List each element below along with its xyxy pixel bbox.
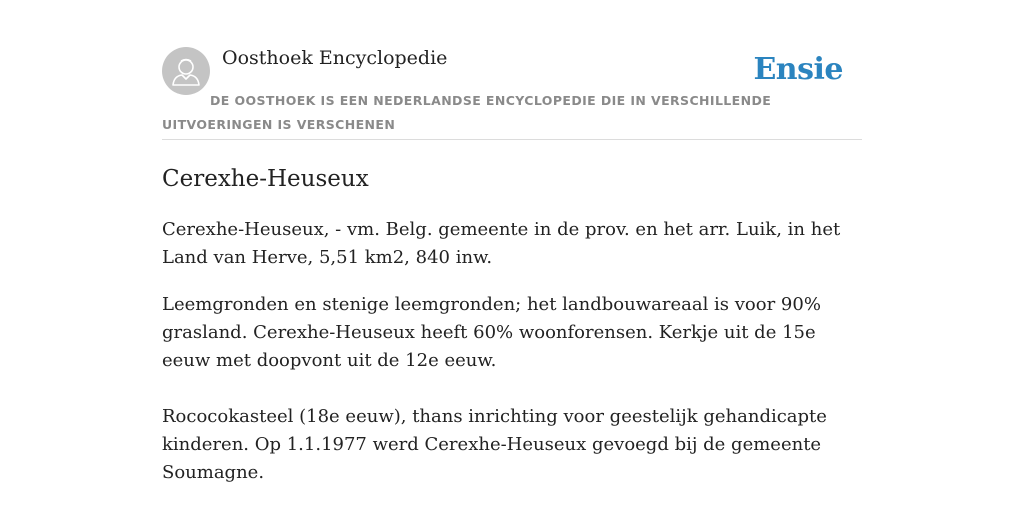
user-avatar-icon xyxy=(162,47,210,95)
avatar[interactable] xyxy=(162,47,210,95)
brand-logo[interactable]: Ensie xyxy=(753,52,843,87)
article-title: Cerexhe-Heuseux xyxy=(162,166,369,192)
source-name[interactable]: Oosthoek Encyclopedie xyxy=(222,47,448,69)
article-paragraph: Leemgronden en stenige leemgronden; het landbouwareaal is voor 90% grasland. Cerexhe-Heuseux heeft 60% woonforensen. Kerkje uit de 15e eeuw met doopvont uit de 12e eeuw. Rococokasteel (18e eeuw), thans inrichting voor geestelijk gehandicapte kinderen. Op 1.1.1977 werd Cerexhe-Heuseux gevoegd bij de gemeente Soumagne. xyxy=(162,294,827,483)
article-body xyxy=(162,216,866,506)
source-description: DE OOSTHOEK IS EEN NEDERLANDSE ENCYCLOPEDIE DIE IN VERSCHILLENDE UITVOERINGEN IS VERSCHENEN xyxy=(162,93,772,132)
divider xyxy=(162,139,862,140)
article-paragraph: Cerexhe-Heuseux, - vm. Belg. gemeente in de prov. en het arr. Luik, in het Land van Herve, 5,51 km2, 840 inw. xyxy=(162,219,841,268)
